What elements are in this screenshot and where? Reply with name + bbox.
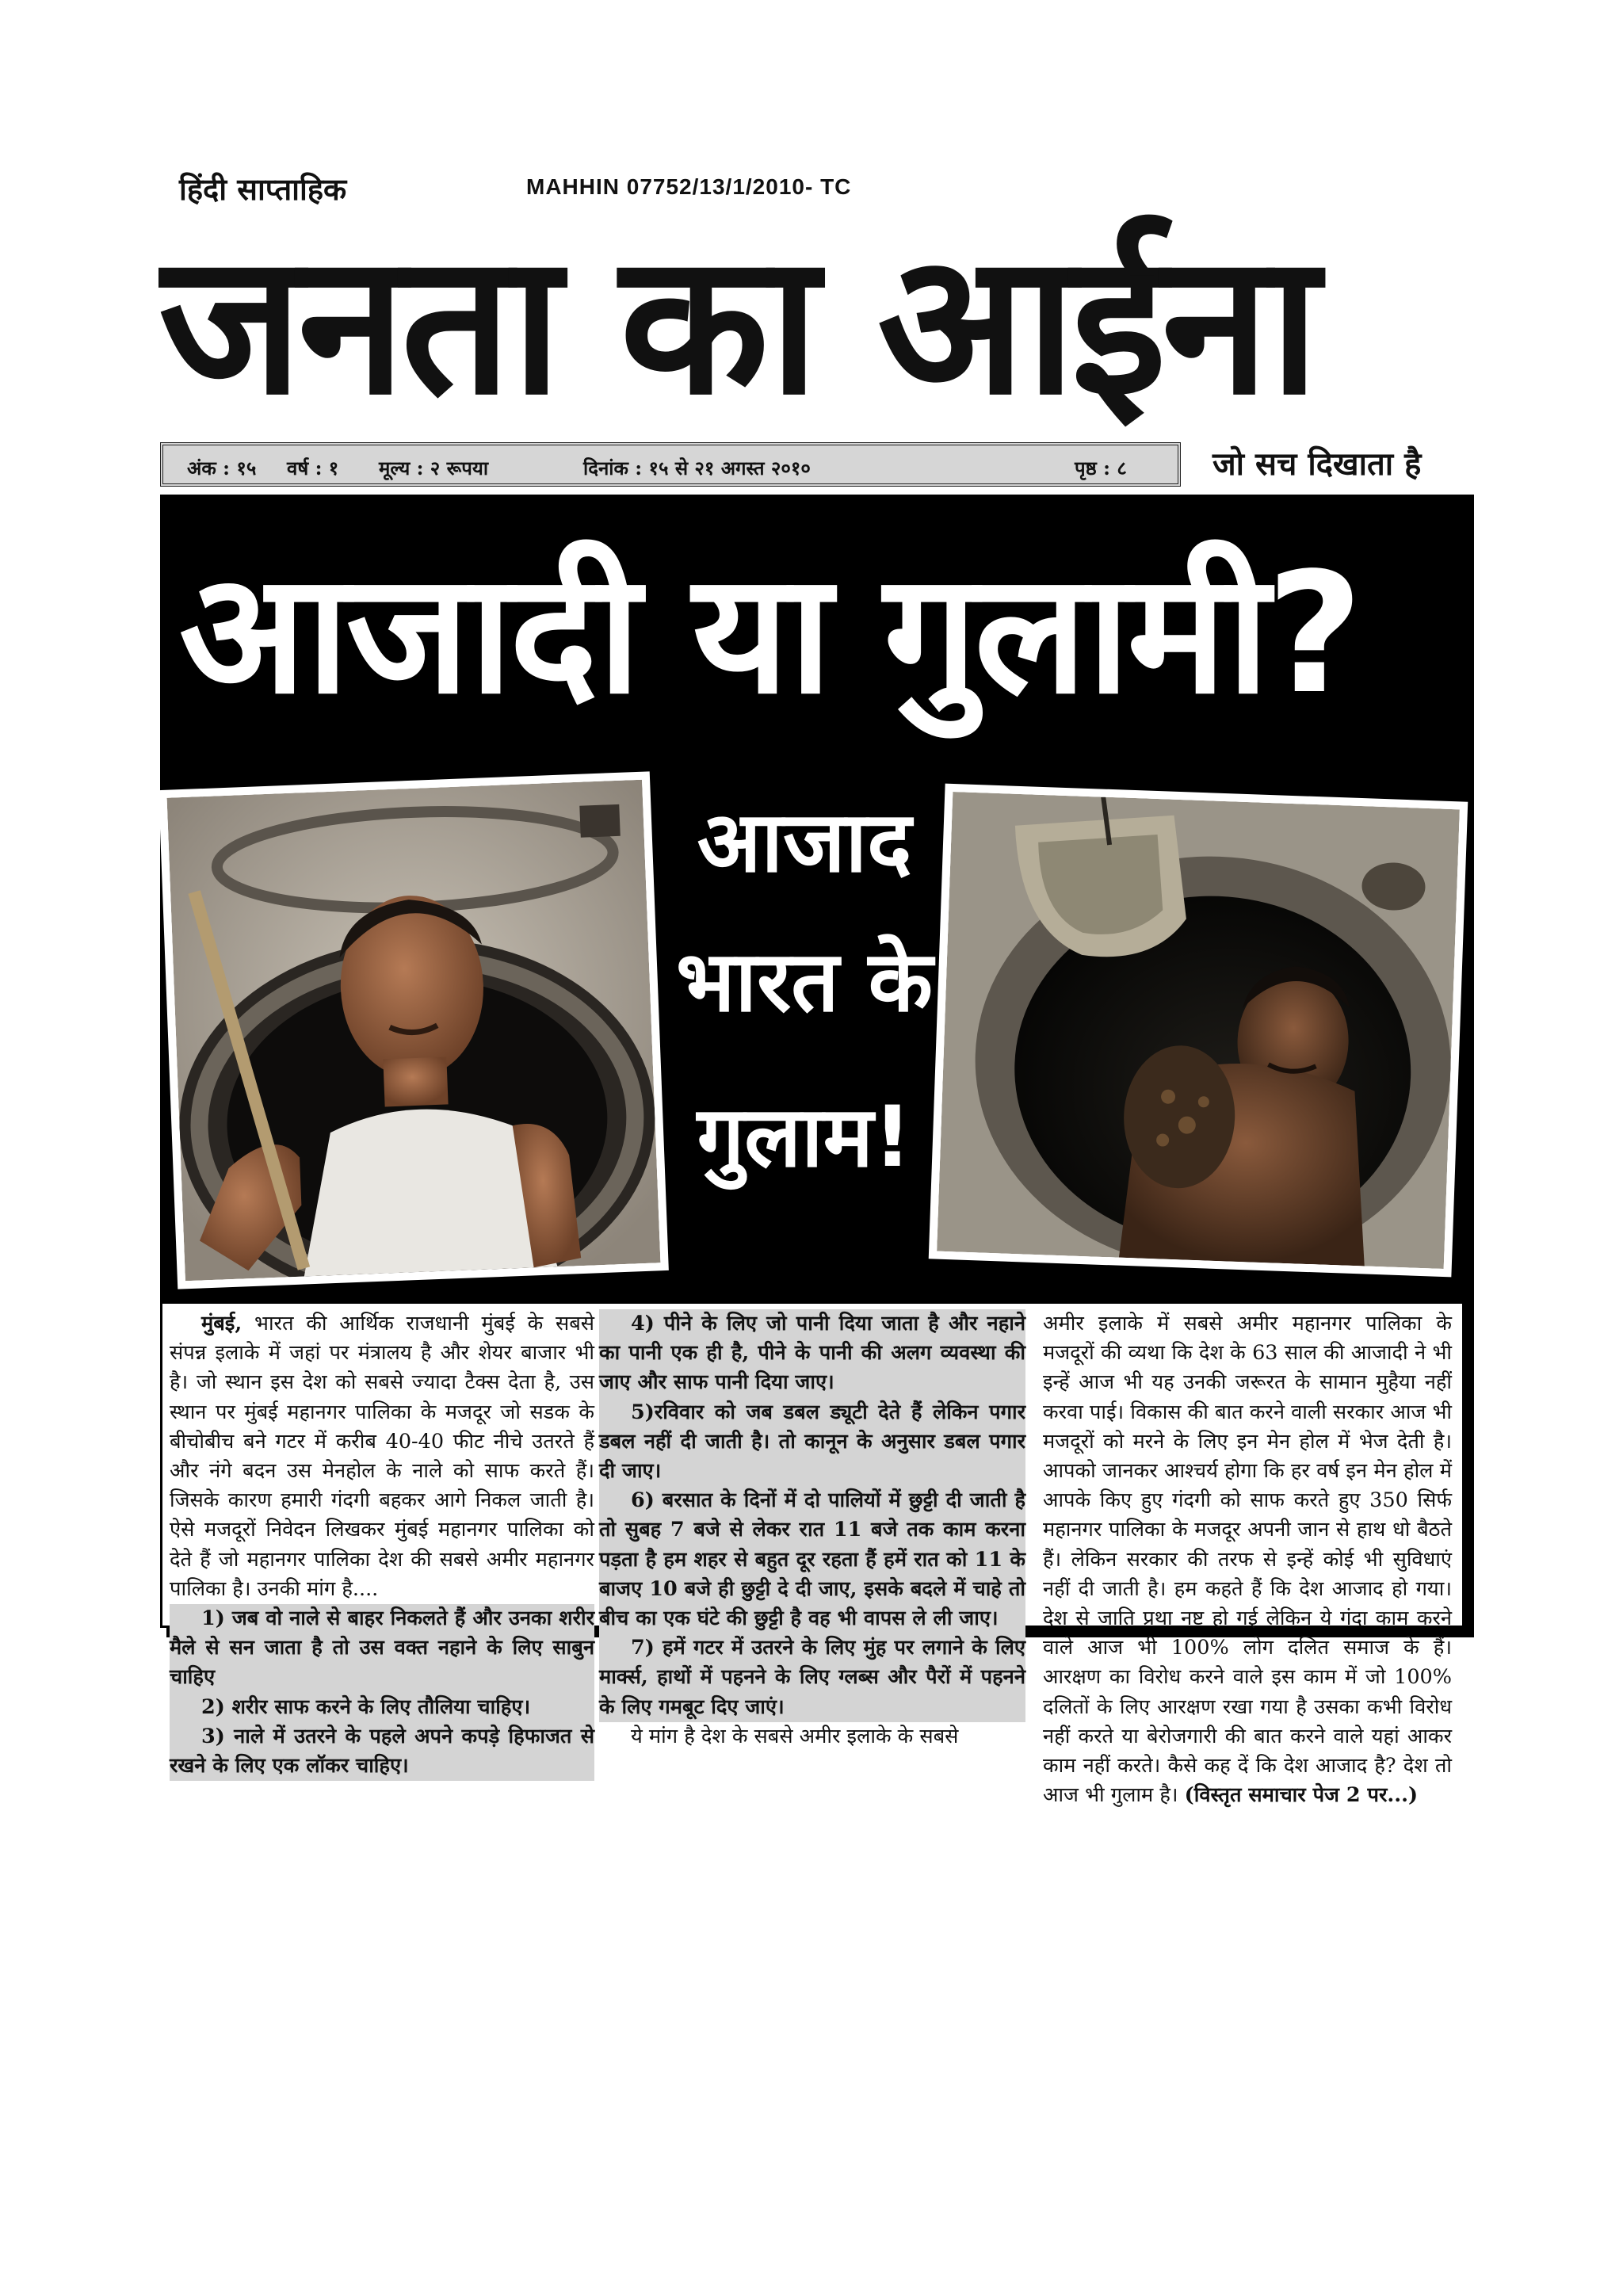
registration-number: MAHHIN 07752/13/1/2010- TC [526, 174, 852, 199]
demand-6: 6) बरसात के दिनों में दो पालियों में छुट्टी दी जाती है तो सुबह 7 बजे से लेकर रात 11 बजे तक काम करना पड़ता है हम शहर से बहुत दूर रहता हैं हमें रात को 11 के बाजए 10 बजे ही छुट्टी दे दी जाए, इसके बदले में चाहे तो बीच का एक घंटे की छुट्टी है वह भी वापस ले ली जाए। [599, 1488, 1025, 1631]
panel-shadow-right [1465, 495, 1474, 1628]
article-intro: भारत की आर्थिक राजधानी मुंबई के सबसे संपन्न इलाके में जहां पर मंत्रालय है और शेयर बाजार भी है। जो स्थान इस देश को सबसे ज्यादा टैक्स देता है, उस स्थान पर मुंबई महानगर पालिका के मजदूर जो सडक के बीचोबीच बने गटर में करीब 40-40 फीट नीचे उतरते हैं और नंगे बदन उस मेनहोल के नाले को साफ करते हैं। जिसके कारण हमारी गंदगी बहकर आगे निकल जाती है। ऐसे मजदूरों निवेदन लिखकर मुंबई महानगर पालिका को देते हैं जो महानगर पालिका देश की सबसे अमीर महानगर पालिका है। उनकी मांग है.... [170, 1312, 594, 1601]
demand-5: 5)रविवार को जब डबल ड्यूटी देते हैं लेकिन पगार डबल नहीं दी जाती है। तो कानून के अनुसार डबल पगार दी जाए। [599, 1400, 1025, 1484]
worker-photo-right-illustration [937, 792, 1460, 1269]
subheadline-line-1: आजाद [697, 793, 912, 891]
article-column-3 [1043, 1309, 1452, 1810]
demand-7: 7) हमें गटर में उतरने के लिए मुंह पर लगाने के लिए मार्क्स, हाथों में पहनने के लिए ग्लब्स और पैरों में पहनने के लिए गमबूट दिए जाएं। [599, 1636, 1025, 1719]
article-column-1 [170, 1309, 594, 1781]
subheadline-line-3: गुलाम! [697, 1088, 912, 1186]
photo-worker-manhole-left [158, 771, 669, 1289]
demand-1: 1) जब वो नाले से बाहर निकलते हैं और उनका शरीर मैले से सन जाता है तो उस वक्त नहाने के लिए साबुन चाहिए [170, 1606, 594, 1690]
info-bar [160, 442, 1181, 487]
continued-on-page-link[interactable]: (विस्तृत समाचार पेज 2 पर...) [1184, 1783, 1419, 1808]
price: मूल्य : २ रूपया [379, 457, 489, 479]
article-dateline: मुंबई, [201, 1312, 242, 1335]
year-number: वर्ष : १ [287, 457, 339, 479]
demand-3: 3) नाले में उतरने के पहले अपने कपड़े हिफाजत से रखने के लिए एक लॉकर चाहिए। [170, 1724, 594, 1778]
issue-date: दिनांक : १५ से २१ अगस्त २०१० [583, 457, 811, 479]
demands-box-1 [170, 1604, 594, 1781]
issue-number: अंक : १५ [187, 457, 257, 479]
worker-photo-left-illustration [167, 780, 661, 1282]
demand-4: 4) पीने के लिए जो पानी दिया जाता है और नहाने का पानी एक ही है, पीने के पानी की अलग व्यवस्था की जाए और साफ पानी दिया जाए। [599, 1312, 1025, 1395]
subheadline [674, 793, 935, 1186]
page-count: पृष्ठ : ८ [1075, 457, 1127, 479]
demand-2: 2) शरीर साफ करने के लिए तौलिया चाहिए। [201, 1694, 531, 1719]
demands-box-2 [599, 1309, 1025, 1722]
article-column-2 [599, 1309, 1025, 1752]
main-headline: आजादी या गुलामी? [179, 539, 1360, 731]
article-continuation: ये मांग है देश के सबसे अमीर इलाके के सबसे [631, 1724, 959, 1748]
kicker-label: हिंदी साप्ताहिक [179, 171, 347, 207]
photo-worker-sewer-right [929, 784, 1468, 1278]
subheadline-line-2: भारत के [675, 933, 934, 1030]
masthead-title: जनता का आईना [158, 214, 1316, 436]
slogan: जो सच दिखाता है [1212, 445, 1422, 483]
article-body-col3: अमीर इलाके में सबसे अमीर महानगर पालिका के मजदूरों की व्यथा कि देश के 63 साल की आजादी ने भी इन्हें आज भी यह उनकी जरूरत के सामान मुहैया नहीं करवा पाई। विकास की बात करने वाली सरकार आज भी मजदूरों को मरने के लिए इन मेन होल में भेज देती है। आपको जानकर आश्चर्य होगा कि हर वर्ष इन मेन होल में आपके किए हुए गंदगी को साफ करते हुए 350 सिर्फ महानगर पालिका के मजदूर अपनी जान से हाथ धो बैठते हैं। लेकिन सरकार की तरफ से इन्हें कोई भी सुविधाएं नहीं दी जाती है। हम कहते हैं कि देश आजाद हो गया। देश से जाति प्रथा नष्ट हो गई लेकिन ये गंदा काम करने वाले आज भी 100% लोग दलित समाज के हैं। आरक्षण का विरोध करने वाले इस काम में जो 100% दलितों के लिए आरक्षण रखा गया है उसका कभी विरोध नहीं करते या बेरोजगारी की बात करने वाले यहां आकर काम नहीं करते। कैसे कह दें कि देश आजाद है? देश तो आज भी गुलाम है। [1043, 1312, 1452, 1808]
